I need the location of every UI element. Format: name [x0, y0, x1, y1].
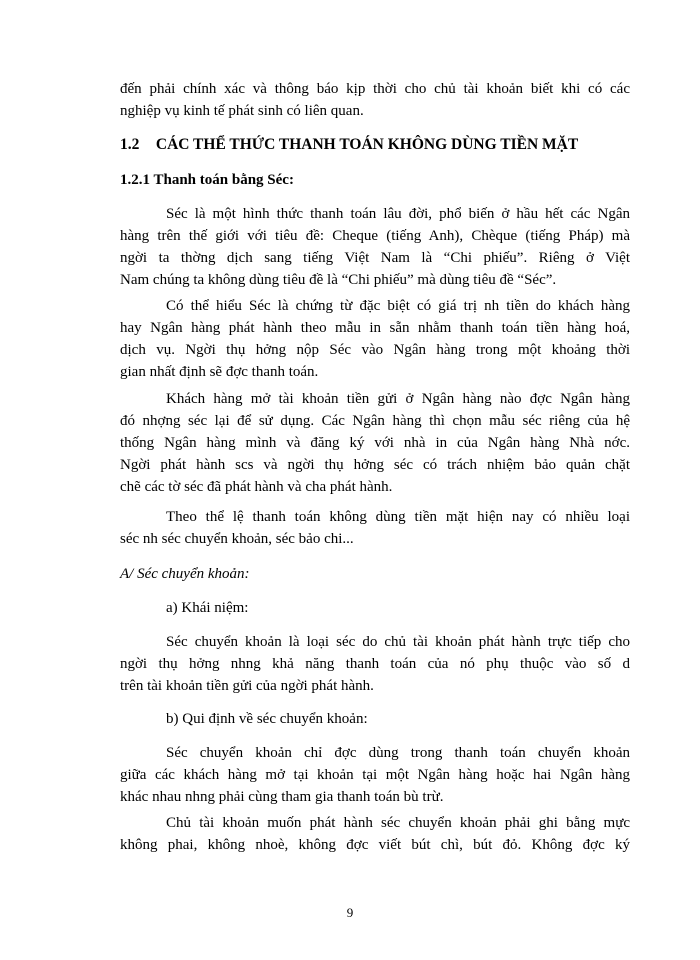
text-line: gian nhất định sẽ đợc thanh toán. — [120, 364, 319, 380]
intro-paragraph — [120, 78, 630, 122]
text-line: Séc là một hình thức thanh toán lâu đời, phổ biến ở hầu hết các Ngân — [166, 206, 630, 222]
text-line: hay Ngân hàng phát hành theo mẫu in sẵn nhằm thanh toán tiền hàng hoá, — [120, 320, 630, 336]
text-line: giữa các khách hàng mở tại khoản tại một Ngân hàng hoặc hai Ngân hàng — [120, 767, 630, 783]
text-line: Khách hàng mở tài khoản tiền gửi ở Ngân hàng nào đợc Ngân hàng — [166, 391, 630, 407]
list-item-a — [120, 597, 630, 619]
text-line: Ngời phát hành scs và ngời thụ hởng séc có trách nhiệm bảo quản chặt — [120, 457, 630, 473]
text-line: Có thể hiểu Séc là chứng từ đặc biệt có giá trị nh tiền do khách hàng — [166, 298, 630, 314]
text-line: Theo thể lệ thanh toán không dùng tiền mặt hiện nay có nhiều loại — [166, 509, 630, 525]
subsection-title: 1.2.1 Thanh toán bằng Séc: — [120, 172, 294, 188]
text-line: dịch vụ. Ngời thụ hởng nộp Séc vào Ngân hàng trong một khoảng thời — [120, 342, 630, 358]
text-line: Nam chúng ta không dùng tiêu đề là “Chi phiếu” mà dùng tiêu đề “Séc”. — [120, 272, 557, 288]
text-line: trên tài khoản tiền gửi của ngời phát hành. — [120, 678, 374, 694]
text-line: đến phải chính xác và thông báo kịp thời cho chủ tài khoản biết khi có các — [120, 81, 630, 97]
section-heading — [120, 134, 630, 156]
page-number: 9 — [346, 905, 354, 920]
paragraph — [120, 742, 630, 808]
paragraph — [120, 812, 630, 856]
paragraph — [120, 388, 630, 498]
subheading-a-text: A/ Séc chuyển khoản: — [120, 566, 250, 582]
paragraph — [120, 631, 630, 697]
text-line: Séc chuyển khoản chỉ đợc dùng trong thanh toán chuyển khoản — [166, 745, 630, 761]
text-line: đó nhợng séc lại để sử dụng. Các Ngân hàng thì chọn mẫu séc riêng của hệ — [120, 413, 630, 429]
text-line: không phai, không nhoè, không đợc viết bút chì, bút đỏ. Không đợc ký — [120, 837, 630, 853]
subsection-heading — [120, 169, 630, 191]
list-item-a-text: a) Khái niệm: — [166, 600, 249, 616]
text-line: nghiệp vụ kinh tế phát sinh có liên quan. — [120, 103, 364, 119]
text-line: hàng trên thế giới với tiêu đề: Cheque (tiếng Anh), Chèque (tiếng Pháp) mà — [120, 228, 630, 244]
subheading-a — [120, 563, 630, 585]
paragraph — [120, 203, 630, 291]
text-line: chẽ các tờ séc đã phát hành và cha phát hành. — [120, 479, 393, 495]
section-number: 1.2 — [120, 136, 140, 153]
text-line: ngời thụ hởng nhng khả năng thanh toán của nó phụ thuộc vào số d — [120, 656, 630, 672]
paragraph — [120, 295, 630, 383]
text-line: khác nhau nhng phải cùng tham gia thanh toán bù trừ. — [120, 789, 444, 805]
text-line: Chủ tài khoản muốn phát hành séc chuyển khoản phải ghi bằng mực — [166, 815, 630, 831]
text-line: ngời ta thờng dịch sang tiếng Việt Nam là “Chi phiếu”. Riêng ở Việt — [120, 250, 630, 266]
text-line: Séc chuyển khoản là loại séc do chủ tài khoản phát hành trực tiếp cho — [166, 634, 630, 650]
list-item-b — [120, 708, 630, 730]
text-line: thống Ngân hàng mình và đăng ký với nhà in của Ngân hàng Nhà nớc. — [120, 435, 630, 451]
paragraph — [120, 506, 630, 550]
text-line: séc nh séc chuyển khoản, séc bảo chi... — [120, 531, 354, 547]
list-item-b-text: b) Qui định về séc chuyển khoản: — [166, 711, 368, 727]
section-title: CÁC THỂ THỨC THANH TOÁN KHÔNG DÙNG TIỀN MẶT — [155, 136, 579, 153]
